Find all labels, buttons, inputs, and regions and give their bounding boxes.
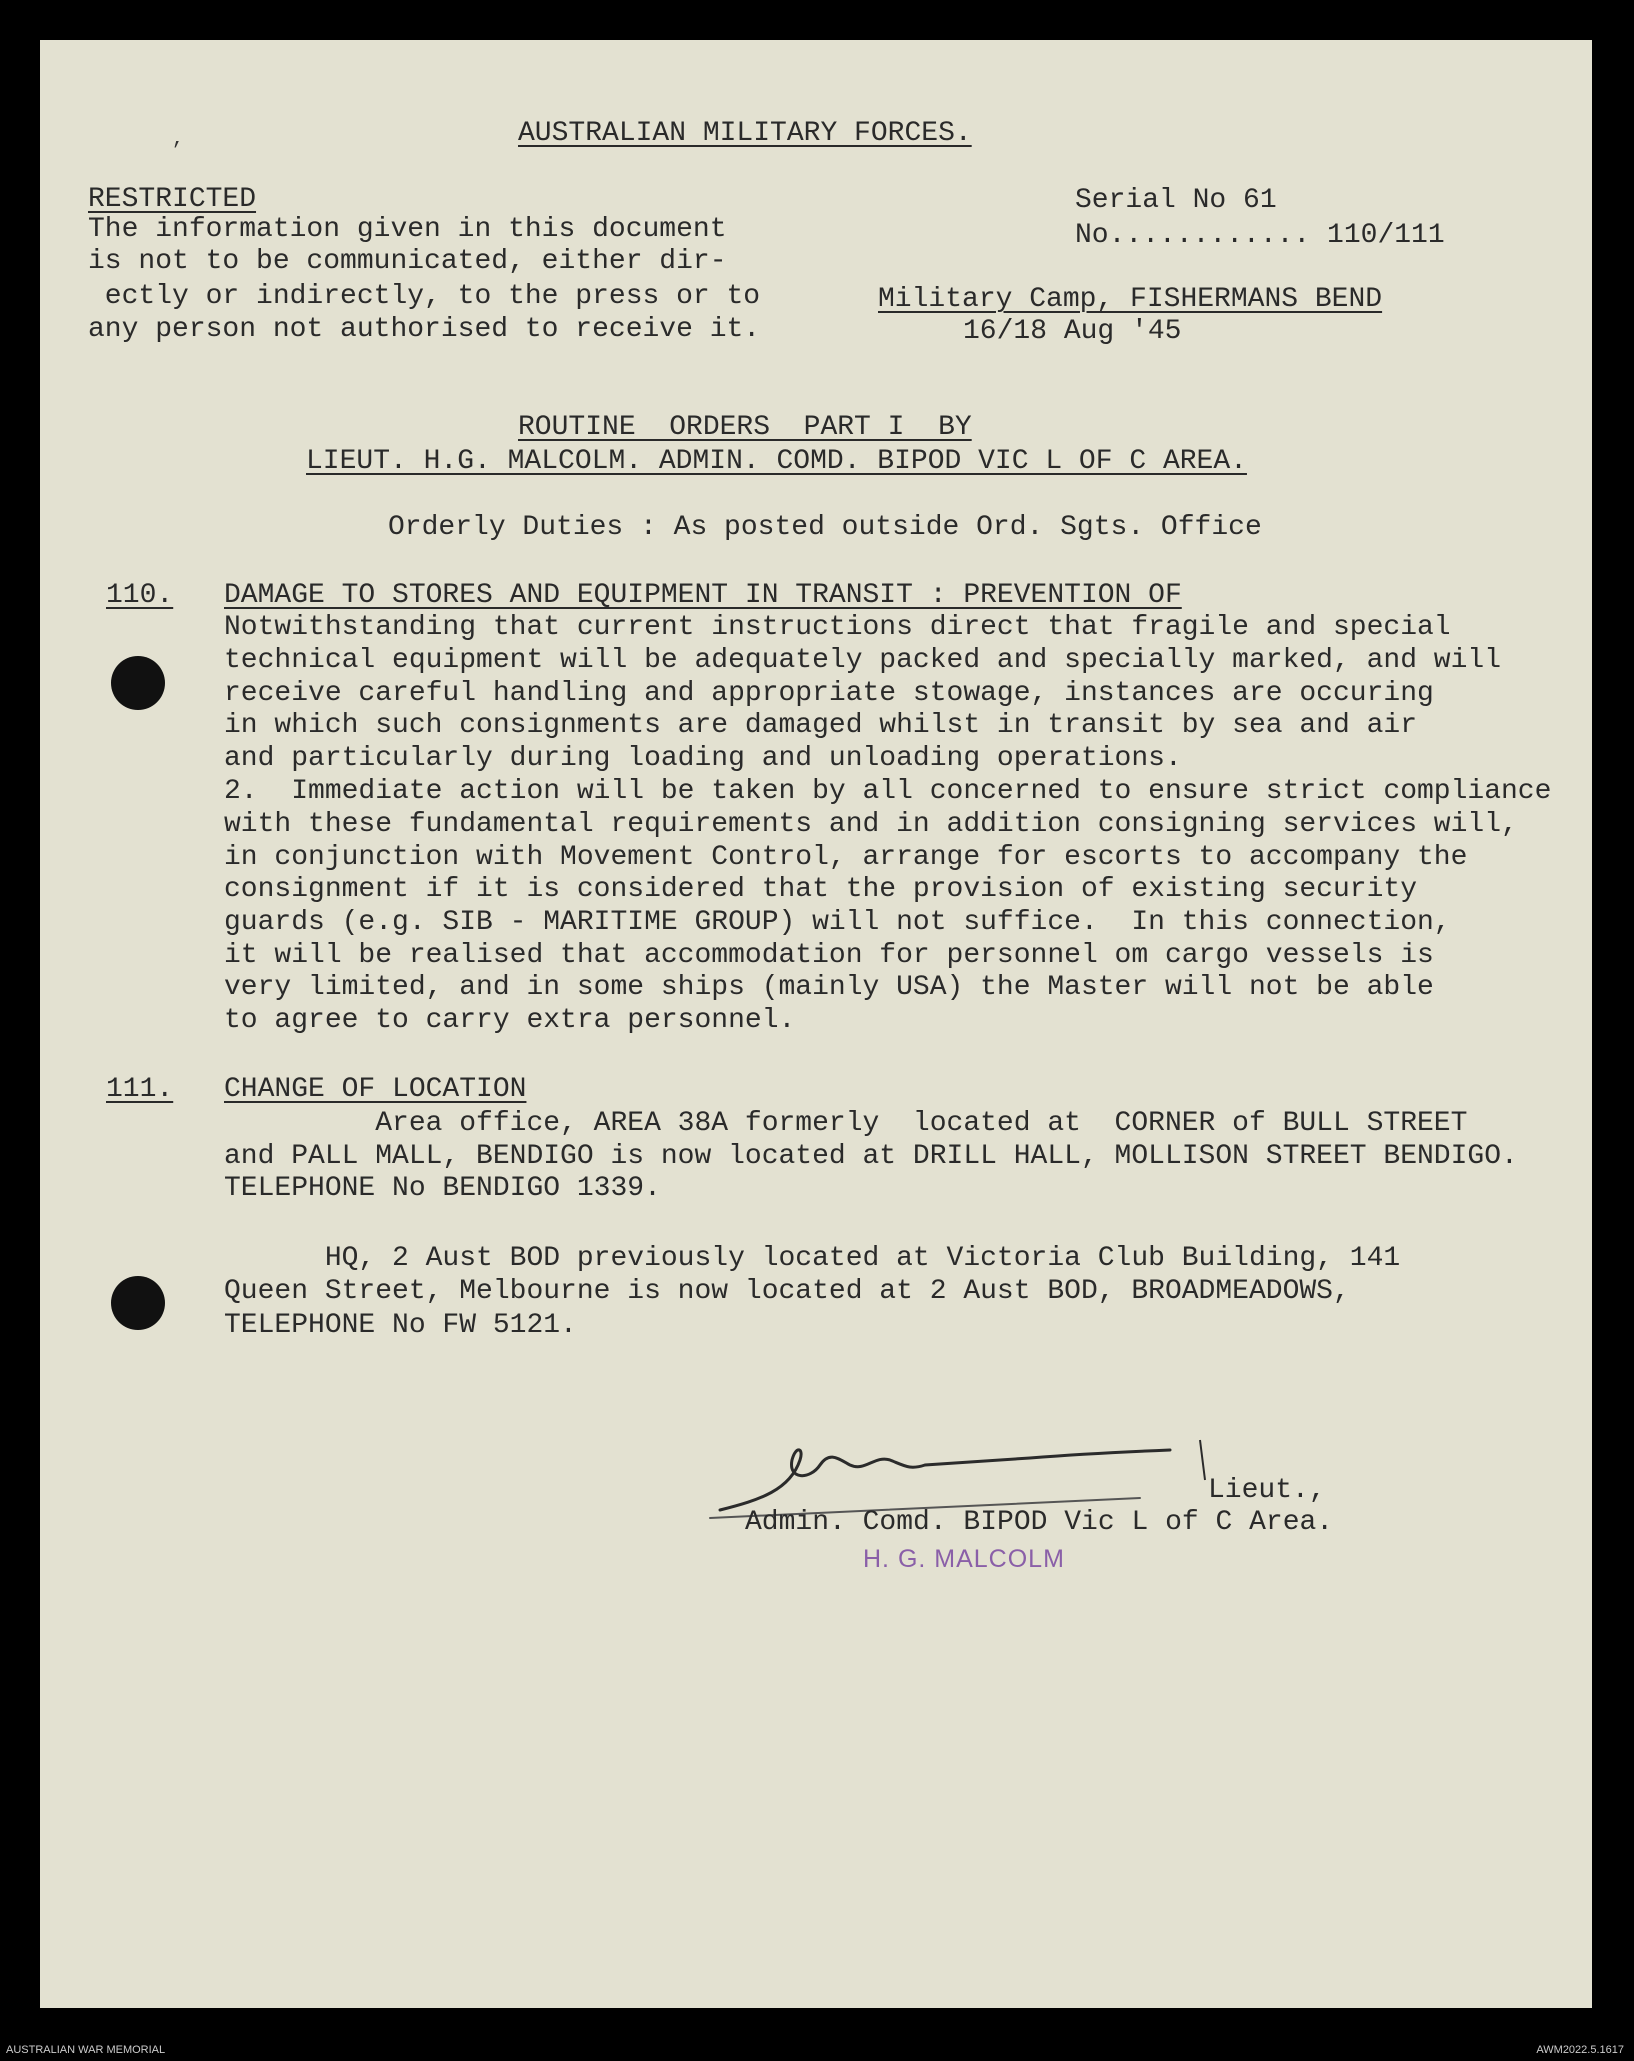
punch-hole [111,656,165,710]
item-text-line: it will be realised that accommodation for personnel om cargo vessels is [224,940,1434,971]
signatory-rank: Lieut., [1208,1475,1326,1506]
order-number: No............ 110/111 [1075,220,1445,251]
notice-line: ectly or indirectly, to the press or to [88,281,761,312]
orders-title: ROUTINE ORDERS PART I BY [518,412,972,443]
item-heading: CHANGE OF LOCATION [224,1074,527,1105]
notice-line: The information given in this document [88,214,727,245]
orders-issuer: LIEUT. H.G. MALCOLM. ADMIN. COMD. BIPOD VIC L OF C AREA. [306,446,1247,477]
item-text-line: in conjunction with Movement Control, arrange for escorts to accompany the [224,842,1468,873]
item-text-line: technical equipment will be adequately packed and specially marked, and will [224,645,1502,676]
item-text-line: consignment if it is considered that the provision of existing security [224,874,1417,905]
item-text-line: with these fundamental requirements and in addition consigning services will, [224,809,1518,840]
footer-reference: AWM2022.5.1617 [1536,2044,1624,2056]
item-text-line: and PALL MALL, BENDIGO is now located at DRILL HALL, MOLLISON STREET BENDIGO. [224,1141,1518,1172]
notice-line: is not to be communicated, either dir- [88,246,727,277]
item-text-line: Notwithstanding that current instructions direct that fragile and special [224,612,1451,643]
orderly-duties: Orderly Duties : As posted outside Ord. Sgts. Office [388,512,1262,543]
footer-institution: AUSTRALIAN WAR MEMORIAL [6,2044,166,2056]
item-text-line: TELEPHONE No BENDIGO 1339. [224,1173,661,1204]
document-title: AUSTRALIAN MILITARY FORCES. [518,118,972,149]
item-text-line: and particularly during loading and unloading operations. [224,743,1182,774]
item-text-line: very limited, and in some ships (mainly USA) the Master will not be able [224,972,1434,1003]
name-stamp: H. G. MALCOLM [863,1545,1065,1573]
punch-hole [111,1276,165,1330]
item-heading: DAMAGE TO STORES AND EQUIPMENT IN TRANSIT : PREVENTION OF [224,580,1182,611]
serial-number: Serial No 61 [1075,185,1277,216]
item-number: 111. [106,1074,174,1105]
item-text-line: in which such consignments are damaged whilst in transit by sea and air [224,710,1417,741]
item-number: 110. [106,580,174,611]
item-text-line: to agree to carry extra personnel. [224,1005,796,1036]
location: Military Camp, FISHERMANS BEND [878,284,1383,315]
item-text-line: guards (e.g. SIB - MARITIME GROUP) will not suffice. In this connection, [224,907,1451,938]
item-text-line: HQ, 2 Aust BOD previously located at Victoria Club Building, 141 [224,1243,1401,1274]
notice-line: any person not authorised to receive it. [88,314,761,345]
item-text-line: Queen Street, Melbourne is now located at 2 Aust BOD, BROADMEADOWS, [224,1276,1350,1307]
ink-mark: , [172,128,185,151]
classification-label: RESTRICTED [88,184,257,215]
item-text-line: 2. Immediate action will be taken by all concerned to ensure strict compliance [224,776,1552,807]
signatory-appointment: Admin. Comd. BIPOD Vic L of C Area. [745,1507,1334,1538]
item-text-line: TELEPHONE No FW 5121. [224,1310,577,1341]
item-text-line: Area office, AREA 38A formerly located at CORNER of BULL STREET [224,1108,1468,1139]
date: 16/18 Aug '45 [963,316,1182,347]
item-text-line: receive careful handling and appropriate stowage, instances are occuring [224,678,1434,709]
